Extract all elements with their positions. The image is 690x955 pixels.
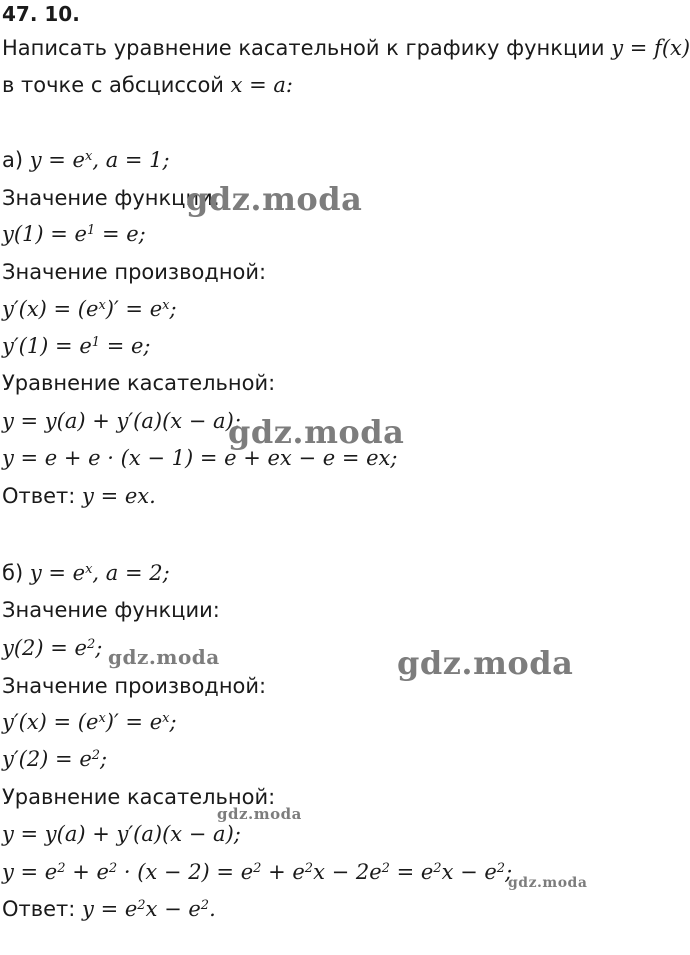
part-a-func-value-exp: 1 xyxy=(86,222,96,238)
part-b-deriv-2-a: y′(2) = e xyxy=(2,747,92,771)
part-b-deriv-1-exp2: x xyxy=(162,710,170,726)
part-b-func-value-base: y(2) = e xyxy=(2,636,87,660)
part-b-condition-base: y = e xyxy=(29,561,86,585)
part-a-deriv-1-mid: )′ = e xyxy=(105,297,163,321)
part-a-deriv-1-a: y′(x) = (e xyxy=(2,297,99,321)
part-b-deriv-heading: Значение производной: xyxy=(2,674,267,698)
part-b-condition xyxy=(2,561,170,585)
part-b-subst-0: y = e xyxy=(2,860,58,884)
part-b-tangent-subst xyxy=(2,860,512,884)
part-b-deriv-2 xyxy=(2,747,107,771)
watermark: gdz.moda xyxy=(217,805,302,823)
part-b-condition-exp: x xyxy=(85,561,93,577)
part-b-subst-2: + e xyxy=(65,860,109,884)
task-line-1 xyxy=(2,36,690,60)
part-a-tangent-subst: y = e + e · (x − 1) = e + ex − e = ex; xyxy=(2,446,398,470)
part-b-func-value-exp: 2 xyxy=(86,636,96,652)
part-b-subst-6: + e xyxy=(261,860,305,884)
part-a-func-heading: Значение функции: xyxy=(2,186,220,210)
part-b-subst-9: 2 xyxy=(381,860,390,876)
part-b-subst-11: 2 xyxy=(433,860,442,876)
part-a-func-value-base: y(1) = e xyxy=(2,222,87,246)
part-b-tangent-general: y = y(a) + y′(a)(x − a); xyxy=(2,822,241,846)
part-a-deriv-1-exp2: x xyxy=(162,297,170,313)
part-a-deriv-1-exp: x xyxy=(98,297,106,313)
part-b-deriv-1-a: y′(x) = (e xyxy=(2,710,99,734)
part-a-label: а) xyxy=(2,148,30,172)
watermark: gdz.moda xyxy=(186,180,363,218)
task-text-2: в точке с абсциссой xyxy=(2,73,231,97)
part-b-answer-label: Ответ: xyxy=(2,897,83,921)
part-a-deriv-2-a: y′(1) = e xyxy=(2,334,92,358)
watermark: gdz.moda xyxy=(508,875,588,891)
part-a-deriv-2-exp: 1 xyxy=(91,334,101,350)
part-b-subst-3: 2 xyxy=(108,860,118,876)
part-b-tangent-heading: Уравнение касательной: xyxy=(2,785,276,809)
part-b-deriv-1-mid: )′ = e xyxy=(105,710,163,734)
part-a-deriv-1 xyxy=(2,297,177,321)
part-b-subst-12: x − e xyxy=(441,860,497,884)
part-b-deriv-2-exp: 2 xyxy=(91,747,101,763)
part-b-deriv-1-tail: ; xyxy=(169,710,177,734)
part-b-subst-4: · (x − 2) = e xyxy=(117,860,254,884)
part-a-deriv-2 xyxy=(2,334,151,358)
part-a-condition-exp: x xyxy=(85,148,93,164)
problem-title: 47. 10. xyxy=(2,2,80,26)
part-b-condition-tail: , a = 2; xyxy=(92,561,170,585)
part-a-answer xyxy=(2,484,156,508)
task-text-1: Написать уравнение касательной к графику функции xyxy=(2,36,612,60)
watermark: gdz.moda xyxy=(108,645,220,669)
part-a-deriv-2-tail: = e; xyxy=(100,334,151,358)
part-a-condition-base: y = e xyxy=(29,148,85,172)
part-b-deriv-1-exp: x xyxy=(98,710,106,726)
part-a-deriv-heading: Значение производной: xyxy=(2,260,267,284)
part-a-func-value xyxy=(2,222,146,246)
part-b-deriv-1 xyxy=(2,710,177,734)
watermark: gdz.moda xyxy=(397,644,574,682)
part-b-answer-2: x − e xyxy=(145,897,201,921)
part-b-answer xyxy=(2,897,216,921)
part-b-answer-1: 2 xyxy=(137,897,146,913)
task-math-2: x = a: xyxy=(230,73,294,97)
task-math-1: y = f(x) xyxy=(611,36,690,60)
part-b-subst-1: 2 xyxy=(57,860,66,876)
part-a-tangent-general: y = y(a) + y′(a)(x − a); xyxy=(2,409,241,433)
part-b-func-value-tail: ; xyxy=(95,636,103,660)
part-a-deriv-1-tail: ; xyxy=(169,297,177,321)
part-b-deriv-2-tail: ; xyxy=(100,747,108,771)
part-a-func-value-tail: = e; xyxy=(95,222,146,246)
part-b-label: б) xyxy=(2,561,30,585)
part-a-answer-value: y = ex. xyxy=(82,484,156,508)
part-b-subst-7: 2 xyxy=(304,860,314,876)
part-b-subst-8: x − 2e xyxy=(313,860,382,884)
part-b-answer-4: . xyxy=(209,897,216,921)
part-b-func-heading: Значение функции: xyxy=(2,598,220,622)
part-a-answer-label: Ответ: xyxy=(2,484,83,508)
part-b-subst-14: ; xyxy=(505,860,513,884)
part-b-subst-10: = e xyxy=(389,860,434,884)
part-a-condition-tail: , a = 1; xyxy=(92,148,170,172)
part-b-subst-5: 2 xyxy=(253,860,262,876)
part-a-condition xyxy=(2,148,170,172)
part-b-func-value xyxy=(2,636,102,660)
part-a-tangent-heading: Уравнение касательной: xyxy=(2,371,276,395)
task-line-2 xyxy=(2,73,293,97)
part-b-subst-13: 2 xyxy=(496,860,506,876)
part-b-answer-0: y = e xyxy=(82,897,138,921)
part-b-answer-3: 2 xyxy=(200,897,210,913)
watermark: gdz.moda xyxy=(228,413,405,451)
